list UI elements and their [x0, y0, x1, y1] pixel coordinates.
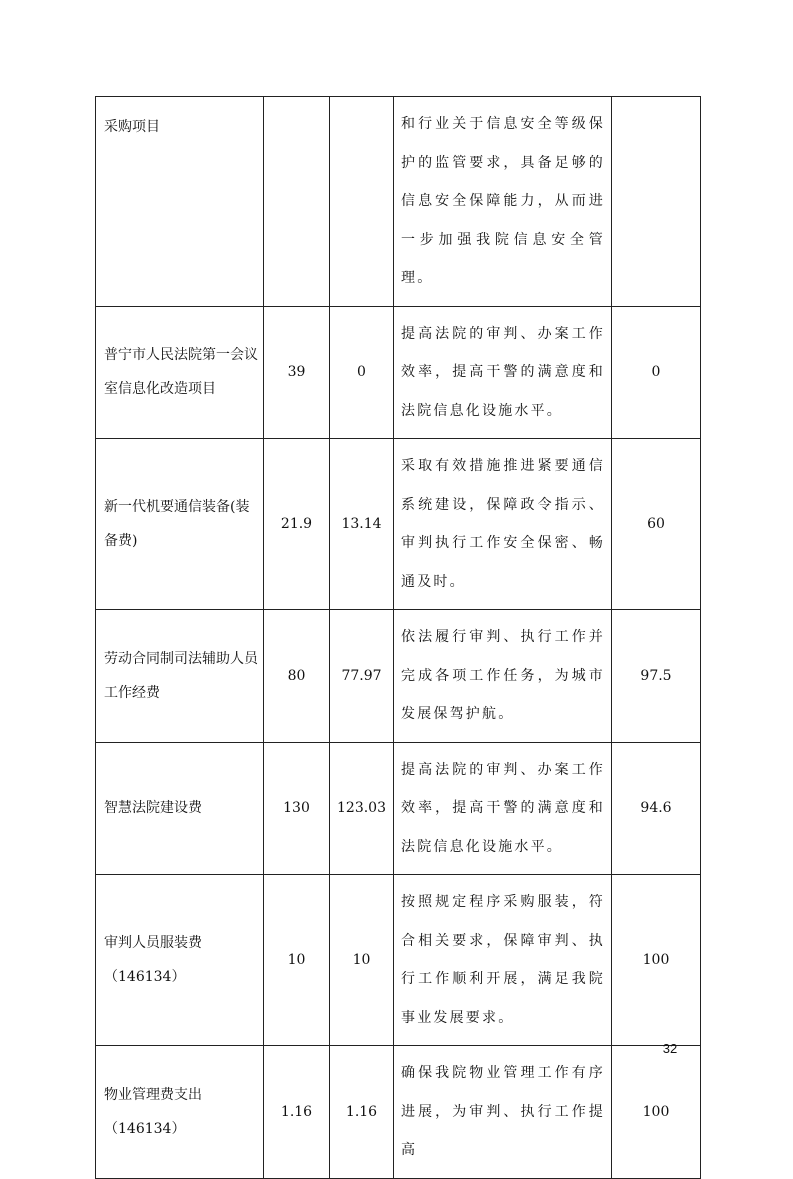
table-row [96, 306, 701, 439]
score-cell: 100 [612, 875, 701, 1046]
score-cell [612, 97, 701, 307]
actual-cell: 1.16 [330, 1046, 394, 1179]
table-row [96, 610, 701, 743]
description-cell: 采取有效措施推进紧要通信系统建设，保障政令指示、审判执行工作安全保密、畅通及时。 [394, 439, 612, 610]
score-cell: 0 [612, 306, 701, 439]
project-name-cell: 审判人员服装费（146134） [96, 875, 264, 1046]
actual-cell: 10 [330, 875, 394, 1046]
score-cell: 60 [612, 439, 701, 610]
actual-cell: 0 [330, 306, 394, 439]
table-row [96, 439, 701, 610]
budget-cell [264, 97, 330, 307]
score-cell: 94.6 [612, 742, 701, 875]
actual-cell [330, 97, 394, 307]
budget-cell: 130 [264, 742, 330, 875]
description-cell: 按照规定程序采购服装，符合相关要求，保障审判、执行工作顺利开展，满足我院事业发展要求。 [394, 875, 612, 1046]
budget-cell: 39 [264, 306, 330, 439]
score-cell: 97.5 [612, 610, 701, 743]
table-row [96, 1046, 701, 1179]
project-budget-table [95, 96, 701, 1179]
project-name-cell: 新一代机要通信装备(装备费) [96, 439, 264, 610]
actual-cell: 123.03 [330, 742, 394, 875]
description-cell: 提高法院的审判、办案工作效率，提高干警的满意度和法院信息化设施水平。 [394, 306, 612, 439]
table-row [96, 97, 701, 307]
description-cell: 和行业关于信息安全等级保护的监管要求，具备足够的信息安全保障能力，从而进一步加强我院信息安全管理。 [394, 97, 612, 307]
description-cell: 提高法院的审判、办案工作效率，提高干警的满意度和法院信息化设施水平。 [394, 742, 612, 875]
score-cell: 100 [612, 1046, 701, 1179]
description-cell: 依法履行审判、执行工作并完成各项工作任务，为城市发展保驾护航。 [394, 610, 612, 743]
project-name-cell: 普宁市人民法院第一会议室信息化改造项目 [96, 306, 264, 439]
budget-cell: 10 [264, 875, 330, 1046]
project-name-cell: 采购项目 [96, 97, 264, 307]
project-name-cell: 智慧法院建设费 [96, 742, 264, 875]
actual-cell: 77.97 [330, 610, 394, 743]
budget-cell: 80 [264, 610, 330, 743]
table-row [96, 742, 701, 875]
description-cell: 确保我院物业管理工作有序进展，为审判、执行工作提高 [394, 1046, 612, 1179]
budget-cell: 21.9 [264, 439, 330, 610]
project-name-cell: 劳动合同制司法辅助人员工作经费 [96, 610, 264, 743]
actual-cell: 13.14 [330, 439, 394, 610]
budget-cell: 1.16 [264, 1046, 330, 1179]
page-number: 32 [662, 1041, 678, 1056]
project-name-cell: 物业管理费支出（146134） [96, 1046, 264, 1179]
table-row [96, 875, 701, 1046]
